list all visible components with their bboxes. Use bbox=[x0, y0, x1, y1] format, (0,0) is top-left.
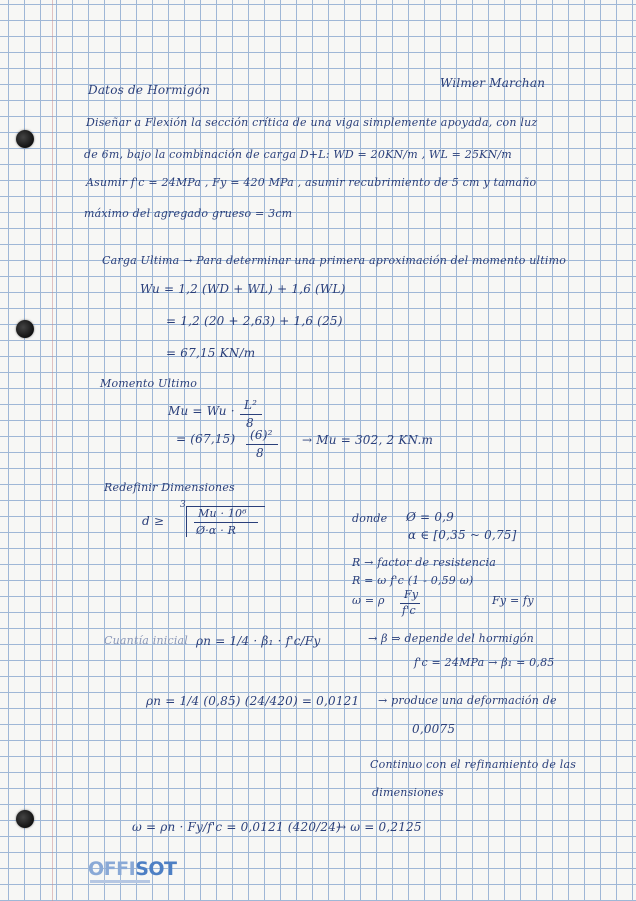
w-equation: ω = ρ bbox=[352, 594, 385, 607]
r-definition: R → factor de resistencia bbox=[352, 556, 496, 569]
carga-eq-3: = 67,15 KN/m bbox=[166, 346, 256, 360]
author-name: Wilmer Marchan bbox=[440, 76, 546, 90]
momento-eq2-num: (6)² bbox=[250, 428, 273, 442]
binder-hole-bottom bbox=[16, 810, 34, 828]
momento-eq1-num: L² bbox=[244, 398, 258, 412]
document-title: Datos de Hormigón bbox=[88, 83, 211, 97]
r-equation: R = ω f'c (1 - 0,59 ω) bbox=[352, 574, 474, 587]
omega-result: → ω = 0,2125 bbox=[336, 820, 422, 834]
w-numerator: Fy bbox=[404, 588, 419, 601]
momento-eq1-den: 8 bbox=[246, 416, 254, 430]
carga-eq-1: Wu = 1,2 (WD + WL) + 1,6 (WL) bbox=[140, 282, 346, 296]
root-index: 3 bbox=[180, 500, 186, 510]
carga-eq-2: = 1,2 (20 + 2,63) + 1,6 (25) bbox=[166, 314, 343, 328]
carga-heading: Carga Ultima → Para determinar una primera aproximación del momento ultimo bbox=[102, 254, 567, 267]
donde-label: donde bbox=[352, 512, 388, 525]
logo-underline bbox=[90, 880, 150, 883]
d-lhs: d ≥ bbox=[142, 514, 165, 528]
fc-note: f'c = 24MPa → β₁ = 0,85 bbox=[414, 656, 555, 669]
fy-note: Fy = fy bbox=[492, 594, 534, 607]
omega-calculation: ω = ρn · Fy/f'c = 0,0121 (420/24) bbox=[132, 820, 341, 834]
root-fraction-bar bbox=[194, 522, 258, 523]
redefinir-heading: Redefinir Dimensiones bbox=[104, 481, 235, 494]
margin-line bbox=[52, 0, 53, 901]
logo-text-right: SOT bbox=[135, 858, 177, 880]
momento-result: → Mu = 302, 2 KN.m bbox=[302, 433, 434, 447]
problem-line-3: Asumir f'c = 24MPa , Fy = 420 MPa , asumir recubrimiento de 5 cm y tamaño bbox=[86, 176, 537, 189]
momento-eq1-lhs: Mu = Wu · bbox=[168, 404, 235, 418]
alpha-range: α ∈ [0,35 ~ 0,75] bbox=[408, 528, 517, 542]
dimensiones-note: dimensiones bbox=[372, 786, 444, 799]
binder-hole-top bbox=[16, 130, 34, 148]
beta-note: → β ⇒ depende del hormigón bbox=[368, 632, 534, 645]
root-numerator: Mu · 10⁶ bbox=[198, 507, 247, 520]
offisot-logo bbox=[88, 858, 176, 880]
momento-eq2-den: 8 bbox=[256, 446, 264, 460]
problem-line-2: de 6m, bajo la combinación de carga D+L: WD = 20KN/m , WL = 25KN/m bbox=[84, 148, 512, 161]
problem-line-1: Diseñar a Flexión la sección crítica de una viga simplemente apoyada, con luz bbox=[86, 116, 538, 129]
cuantia-heading: Cuantía inicial bbox=[104, 634, 189, 647]
problem-line-4: máximo del agregado grueso = 3cm bbox=[84, 207, 293, 220]
momento-eq2-lhs: = (67,15) bbox=[176, 432, 236, 446]
continuo-note: Continuo con el refinamiento de las bbox=[370, 758, 577, 771]
produce-note: → produce una deformación de bbox=[378, 694, 557, 707]
rho-equation: ρn = 1/4 · β₁ · f'c/Fy bbox=[196, 634, 321, 648]
phi-value: Ø = 0,9 bbox=[406, 510, 455, 524]
w-denominator: f'c bbox=[402, 604, 416, 617]
root-denominator: Ø·α · R bbox=[196, 524, 237, 537]
momento-eq2-fraction-bar bbox=[246, 444, 278, 445]
momento-heading: Momento Ultimo bbox=[100, 377, 198, 390]
deformacion-value: 0,0075 bbox=[412, 722, 456, 736]
rho-calculation: ρn = 1/4 (0,85) (24/420) = 0,0121 bbox=[146, 694, 360, 708]
binder-hole-middle bbox=[16, 320, 34, 338]
logo-text-left: OFFI bbox=[88, 858, 136, 880]
momento-eq1-fraction-bar bbox=[240, 414, 262, 415]
